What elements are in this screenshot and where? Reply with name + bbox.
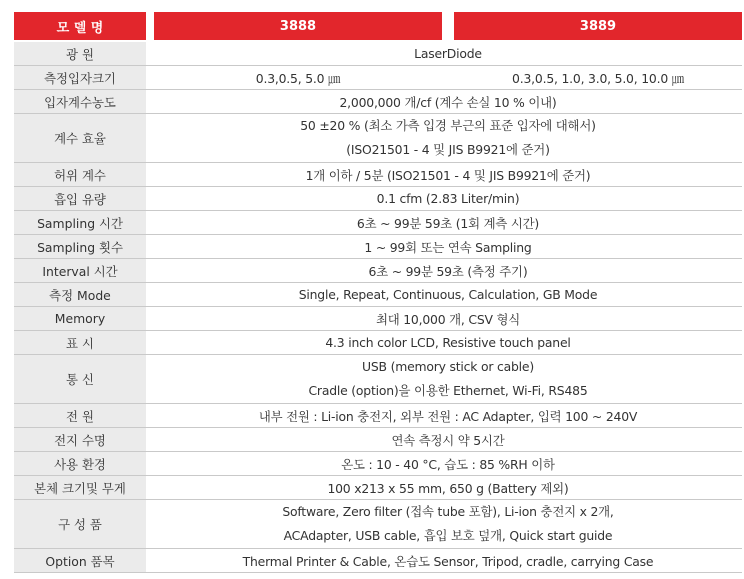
spec-label: 사용 환경 [14,452,146,476]
spec-value: 4.3 inch color LCD, Resistive touch panel [154,331,742,355]
spec-row-interval [14,259,742,283]
model-3889-header: 3889 [454,12,742,40]
spec-row-memory [14,307,742,331]
spec-value: 1 ~ 99회 또는 연속 Sampling [154,235,742,259]
spec-label: Sampling 횟수 [14,235,146,259]
header-row [14,12,742,40]
spec-value: 연속 측정시 약 5시간 [154,428,742,452]
spec-row-environment [14,452,742,476]
spec-label: 구 성 품 [14,500,146,549]
spec-value-line: Cradle (option)을 이용한 Ethernet, Wi-Fi, RS485 [308,383,588,398]
spec-value: 6초 ~ 99분 59초 (1회 계측 시간) [154,211,742,235]
spec-label: 본체 크기및 무게 [14,476,146,500]
spec-table [14,12,742,573]
spec-row-particle-size [14,66,742,90]
spec-value: Thermal Printer & Cable, 온습도 Sensor, Tripod, cradle, carrying Case [154,549,742,573]
spec-row-communication [14,355,742,404]
spec-value: 1개 이하 / 5분 (ISO21501 - 4 및 JIS B9921에 준거) [154,163,742,187]
spec-label: 측정 Mode [14,283,146,307]
spec-row-light-source [14,40,742,66]
spec-value [154,500,742,549]
spec-row-size-weight [14,476,742,500]
spec-label: 흡입 유량 [14,187,146,211]
spec-value-line: ACAdapter, USB cable, 흡입 보호 덮개, Quick start guide [283,528,613,543]
header-gap [146,12,154,40]
spec-label: 입자계수농도 [14,90,146,114]
spec-label: Sampling 시간 [14,211,146,235]
header-gap [442,12,454,40]
spec-label: 표 시 [14,331,146,355]
spec-value: 내부 전원 : Li-ion 충전지, 외부 전원 : AC Adapter, 입력 100 ~ 240V [154,404,742,428]
spec-value: LaserDiode [154,40,742,66]
spec-label: 허위 계수 [14,163,146,187]
spec-label: Option 품목 [14,549,146,573]
spec-row-battery-life [14,428,742,452]
spec-label: 전 원 [14,404,146,428]
spec-value-3888: 0.3,0.5, 5.0 ㎛ [154,66,442,90]
spec-value-3889: 0.3,0.5, 1.0, 3.0, 5.0, 10.0 ㎛ [454,66,742,90]
spec-label: Memory [14,307,146,331]
spec-value [154,355,742,404]
spec-label: Interval 시간 [14,259,146,283]
model-3888-header: 3888 [154,12,442,40]
spec-value: 최대 10,000 개, CSV 형식 [154,307,742,331]
spec-row-display [14,331,742,355]
spec-label: 통 신 [14,355,146,404]
spec-label: 전지 수명 [14,428,146,452]
spec-row-power [14,404,742,428]
spec-row-false-count [14,163,742,187]
spec-value-line: USB (memory stick or cable) [362,359,534,374]
spec-row-concentration [14,90,742,114]
spec-label: 계수 효율 [14,114,146,163]
spec-row-sampling-count [14,235,742,259]
spec-row-flow-rate [14,187,742,211]
spec-row-mode [14,283,742,307]
spec-row-options [14,549,742,573]
spec-value-line: Software, Zero filter (접속 tube 포함), Li-ion 충전지 x 2개, [282,504,614,519]
spec-value-line: 50 ±20 % (최소 가측 입경 부근의 표준 입자에 대해서) [300,118,596,133]
spec-value: 0.1 cfm (2.83 Liter/min) [154,187,742,211]
spec-value [154,114,742,163]
spec-value: 온도 : 10 - 40 °C, 습도 : 85 %RH 이하 [154,452,742,476]
spec-label: 광 원 [14,40,146,66]
spec-value: 6초 ~ 99분 59초 (측정 주기) [154,259,742,283]
spec-value: 2,000,000 개/cf (계수 손실 10 % 이내) [154,90,742,114]
spec-row-components [14,500,742,549]
spec-row-sampling-time [14,211,742,235]
spec-label: 측정입자크기 [14,66,146,90]
spec-value: Single, Repeat, Continuous, Calculation, GB Mode [154,283,742,307]
spec-value-line: (ISO21501 - 4 및 JIS B9921에 준거) [346,142,550,157]
spec-value: 100 x213 x 55 mm, 650 g (Battery 제외) [154,476,742,500]
spec-row-counting-efficiency [14,114,742,163]
model-name-header: 모 델 명 [14,12,146,40]
